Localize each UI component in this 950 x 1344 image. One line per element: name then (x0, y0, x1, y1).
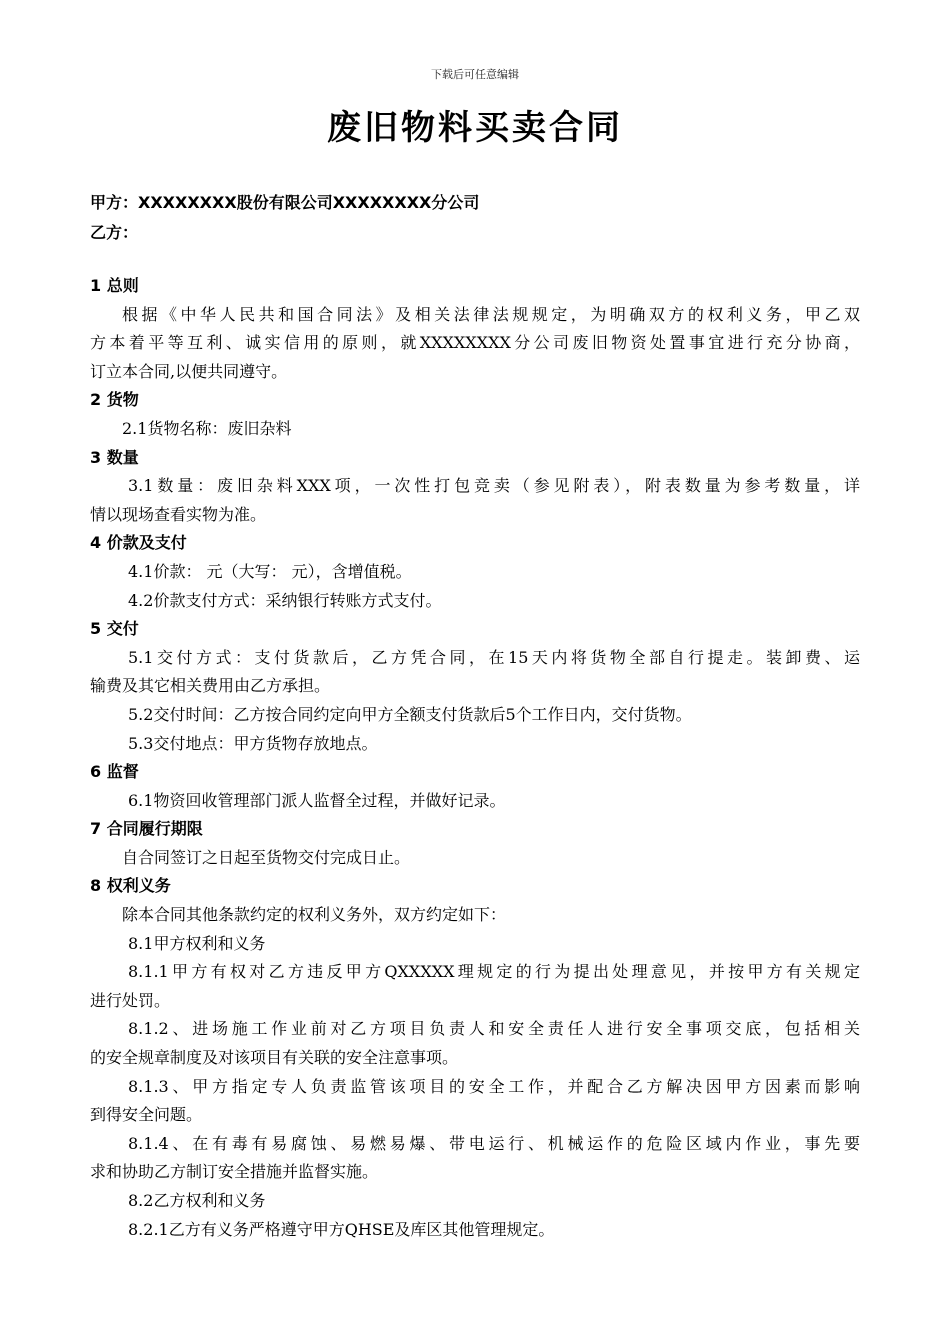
section-heading: 7 合同履行期限 (90, 819, 203, 839)
paragraph-line: 的安全规章制度及对该项目有关联的安全注意事项。 (90, 1048, 459, 1068)
paragraph-line: 自合同签订之日起至货物交付完成日止。 (122, 847, 411, 867)
paragraph-line: 2.1货物名称：废旧杂料 (122, 418, 292, 438)
section-heading: 6 监督 (90, 762, 139, 782)
paragraph-line: 输费及其它相关费用由乙方承担。 (90, 676, 331, 696)
document-body (90, 272, 860, 1244)
paragraph-line: 8.1.2、进场施工作业前对乙方项目负责人和安全责任人进行安全事项交底，包括相关 (128, 1019, 860, 1039)
section-heading: 2 货物 (90, 390, 139, 410)
section-heading: 3 数量 (90, 447, 139, 467)
paragraph-line: 8.1甲方权利和义务 (128, 933, 266, 953)
paragraph-line: 8.1.4、在有毒有易腐蚀、易燃易爆、带电运行、机械运作的危险区域内作业，事先要 (128, 1133, 860, 1153)
paragraph-line: 5.2交付时间：乙方按合同约定向甲方全额支付货款后5个工作日内，交付货物。 (128, 704, 692, 724)
paragraph-line: 到得安全问题。 (90, 1105, 203, 1125)
paragraph-line: 订立本合同,以便共同遵守。 (90, 361, 288, 381)
section-heading: 8 权利义务 (90, 876, 171, 896)
paragraph-line: 8.1.1甲方有权对乙方违反甲方QXXXXX理规定的行为提出处理意见，并按甲方有关规定 (128, 962, 860, 982)
paragraph-line: 5.3交付地点：甲方货物存放地点。 (128, 733, 378, 753)
section-heading: 4 价款及支付 (90, 533, 187, 553)
party-b: 乙方： (90, 223, 139, 242)
paragraph-line: 进行处罚。 (90, 990, 171, 1010)
paragraph-line: 情以现场查看实物为准。 (90, 504, 267, 524)
paragraph-line: 8.2.1乙方有义务严格遵守甲方QHSE及库区其他管理规定。 (128, 1219, 555, 1239)
paragraph-line: 4.1价款： 元（大写： 元），含增值税。 (128, 561, 412, 581)
section-heading: 1 总则 (90, 276, 139, 295)
section-heading: 5 交付 (90, 619, 139, 639)
paragraph-line: 8.1.3、甲方指定专人负责监管该项目的安全工作，并配合乙方解决因甲方因素而影响 (128, 1076, 860, 1096)
paragraph-line: 求和协助乙方制订安全措施并监督实施。 (90, 1162, 379, 1182)
paragraph-line: 方本着平等互利、诚实信用的原则，就XXXXXXXX分公司废旧物资处置事宜进行充分协商， (90, 333, 860, 353)
paragraph-line: 8.2乙方权利和义务 (128, 1191, 266, 1210)
paragraph-line: 根据《中华人民共和国合同法》及相关法律法规规定，为明确双方的权利义务，甲乙双 (122, 304, 860, 324)
paragraph-line: 3.1数量：废旧杂料XXX项，一次性打包竞卖（参见附表），附表数量为参考数量，详 (128, 476, 860, 496)
paragraph-line: 除本合同其他条款约定的权利义务外，双方约定如下： (122, 905, 507, 925)
header-note: 下载后可任意编辑 (431, 68, 519, 81)
document-title: 废旧物料买卖合同 (327, 108, 623, 148)
paragraph-line: 6.1物资回收管理部门派人监督全过程，并做好记录。 (128, 790, 506, 810)
party-a: 甲方：XXXXXXXX股份有限公司XXXXXXXX分公司 (90, 193, 480, 212)
paragraph-line: 5.1交付方式：支付货款后，乙方凭合同，在15天内将货物全部自行提走。装卸费、运 (128, 647, 860, 667)
paragraph-line: 4.2价款支付方式：采纳银行转账方式支付。 (128, 590, 442, 610)
